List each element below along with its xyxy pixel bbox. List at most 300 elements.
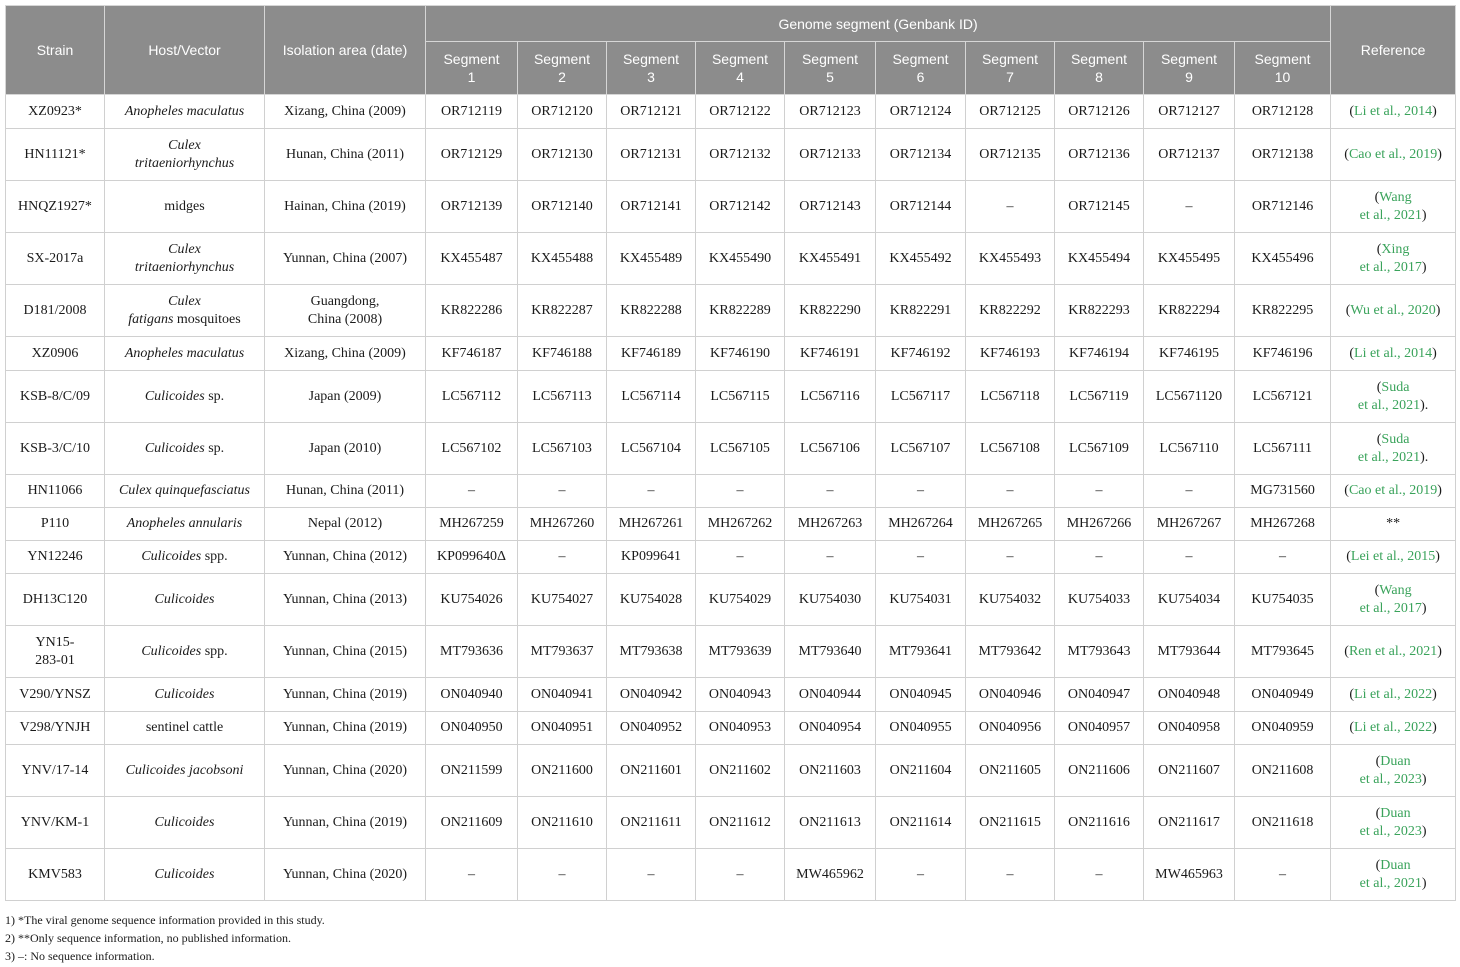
cell-segment-3: OR712141 [607, 181, 696, 233]
header-segment-9 [1144, 42, 1235, 95]
cell-host [105, 181, 265, 233]
cell-host [105, 423, 265, 475]
text-line: Culicoides [154, 686, 215, 702]
cell-segment-8: OR712126 [1055, 95, 1144, 129]
cell-segment-8: MH267266 [1055, 508, 1144, 541]
cell-segment-9: – [1144, 475, 1235, 508]
cell-segment-5: ON211603 [785, 745, 876, 797]
cell-segment-7: KR822292 [966, 285, 1055, 337]
text-line: Culicoides [141, 549, 202, 564]
reference-link[interactable]: Wu et al., 2020 [1350, 302, 1436, 318]
cell-segment-5: KR822290 [785, 285, 876, 337]
cell-segment-10: – [1235, 849, 1331, 901]
text-line: Yunnan, China (2019) [282, 686, 408, 702]
cell-segment-2: – [518, 849, 607, 901]
cell-segment-2: KF746188 [518, 337, 607, 371]
cell-segment-8: OR712145 [1055, 181, 1144, 233]
text-line: XZ0906 [31, 345, 79, 361]
cell-host [105, 849, 265, 901]
cell-segment-6: KR822291 [876, 285, 966, 337]
cell-segment-1: ON040940 [426, 678, 518, 712]
cell-strain [6, 508, 105, 541]
cell-strain [6, 574, 105, 626]
cell-segment-4: ON040953 [696, 712, 785, 745]
cell-segment-6: – [876, 541, 966, 574]
text-line: V298/YNJH [19, 720, 91, 735]
cell-host [105, 129, 265, 181]
text-line: Yunnan, China (2015) [282, 643, 408, 659]
reference-link[interactable]: et al., 2023 [1359, 771, 1422, 787]
header-reference: Reference [1331, 6, 1456, 95]
cell-segment-7: ON040946 [966, 678, 1055, 712]
cell-area [265, 745, 426, 797]
cell-segment-7: LC567108 [966, 423, 1055, 475]
text-line: Culex [168, 293, 201, 309]
text-line: Hainan, China (2019) [284, 198, 406, 214]
text-line: 4 [736, 69, 744, 85]
cell-segment-3: ON040952 [607, 712, 696, 745]
cell-segment-10: KU754035 [1235, 574, 1331, 626]
cell-strain [6, 371, 105, 423]
cell-segment-1: LC567112 [426, 371, 518, 423]
cell-segment-2: KR822287 [518, 285, 607, 337]
text-line: 8 [1095, 69, 1103, 85]
cell-segment-7: – [966, 849, 1055, 901]
cell-strain [6, 475, 105, 508]
cell-segment-1: OR712119 [426, 95, 518, 129]
cell-segment-6: MT793641 [876, 626, 966, 678]
cell-area [265, 181, 426, 233]
text-line: Yunnan, China (2019) [282, 720, 408, 735]
text-line: Hunan, China (2011) [285, 483, 405, 498]
cell-strain [6, 337, 105, 371]
text-line: Japan (2010) [308, 440, 382, 456]
host-suffix: spp. [201, 549, 228, 564]
table-row [6, 95, 1456, 129]
text-line: Culicoides [144, 440, 205, 456]
text-line: KSB-8/C/09 [19, 388, 90, 404]
header-segment-10 [1235, 42, 1331, 95]
reference-link[interactable]: Li et al., 2022 [1354, 720, 1433, 735]
text-line: tritaeniorhynchus [134, 155, 235, 171]
cell-host [105, 745, 265, 797]
reference-link[interactable]: Duan [1380, 805, 1411, 821]
text-line: XZ0923* [28, 103, 82, 119]
cell-segment-1: MH267259 [426, 508, 518, 541]
reference-link[interactable]: et al., 2021 [1359, 875, 1422, 891]
cell-reference [1331, 508, 1456, 541]
cell-segment-2: OR712130 [518, 129, 607, 181]
cell-segment-4: – [696, 849, 785, 901]
cell-segment-8: – [1055, 541, 1144, 574]
cell-segment-9: MH267267 [1144, 508, 1235, 541]
cell-segment-7: LC567118 [966, 371, 1055, 423]
cell-segment-5: KU754030 [785, 574, 876, 626]
cell-segment-10: KX455496 [1235, 233, 1331, 285]
cell-segment-2: KX455488 [518, 233, 607, 285]
reference-link[interactable]: et al., 2021 [1357, 449, 1421, 465]
reference-link[interactable]: Wang [1379, 189, 1412, 205]
reference-link[interactable]: Cao et al., 2019 [1348, 483, 1438, 498]
cell-segment-7: – [966, 475, 1055, 508]
cell-segment-1: OR712139 [426, 181, 518, 233]
cell-host [105, 541, 265, 574]
text-line: YNV/KM-1 [20, 814, 90, 830]
cell-segment-4: ON211612 [696, 797, 785, 849]
cell-segment-2: KU754027 [518, 574, 607, 626]
text-line: midges [164, 198, 205, 214]
cell-host [105, 285, 265, 337]
host-suffix: mosquitoes [173, 311, 241, 327]
cell-segment-8: KF746194 [1055, 337, 1144, 371]
cell-segment-10: OR712128 [1235, 95, 1331, 129]
header-segment-1 [426, 42, 518, 95]
table-row [6, 745, 1456, 797]
cell-segment-2: MH267260 [518, 508, 607, 541]
reference-suffix: . [1424, 397, 1429, 413]
cell-segment-8: – [1055, 475, 1144, 508]
text-line: Culex quinquefasciatus [118, 483, 251, 498]
cell-strain [6, 181, 105, 233]
table-row [6, 475, 1456, 508]
cell-segment-9: – [1144, 181, 1235, 233]
cell-strain [6, 797, 105, 849]
header-host: Host/Vector [105, 6, 265, 95]
cell-segment-9: MW465963 [1144, 849, 1235, 901]
cell-area [265, 712, 426, 745]
text-line: Segment [711, 51, 769, 67]
cell-segment-1: KU754026 [426, 574, 518, 626]
cell-segment-1: OR712129 [426, 129, 518, 181]
cell-segment-4: KX455490 [696, 233, 785, 285]
cell-segment-2: LC567103 [518, 423, 607, 475]
table-footnotes [5, 911, 325, 965]
cell-segment-10: ON040949 [1235, 678, 1331, 712]
text-line: Culex [168, 241, 201, 257]
cell-segment-7: ON040956 [966, 712, 1055, 745]
cell-segment-2: – [518, 475, 607, 508]
cell-strain [6, 678, 105, 712]
cell-reference: (Li et al., 2014) [1331, 337, 1456, 371]
cell-segment-5: – [785, 541, 876, 574]
cell-segment-4: LC567105 [696, 423, 785, 475]
cell-segment-5: MT793640 [785, 626, 876, 678]
cell-segment-6: OR712124 [876, 95, 966, 129]
text-line: Yunnan, China (2007) [282, 250, 408, 266]
cell-segment-3: LC567114 [607, 371, 696, 423]
text-line: Anopheles maculatus [124, 103, 245, 119]
table-row [6, 541, 1456, 574]
cell-segment-5: – [785, 475, 876, 508]
text-line: HN11066 [27, 483, 83, 498]
text-line: HNQZ1927* [18, 198, 92, 214]
header-segment-4 [696, 42, 785, 95]
reference-link[interactable]: Li et al., 2022 [1354, 686, 1433, 702]
cell-segment-2: ON040941 [518, 678, 607, 712]
cell-segment-3: – [607, 475, 696, 508]
cell-area [265, 423, 426, 475]
cell-segment-1: KP099640Δ [426, 541, 518, 574]
cell-segment-9: OR712127 [1144, 95, 1235, 129]
cell-segment-8: – [1055, 849, 1144, 901]
text-line: 9 [1185, 69, 1193, 85]
cell-segment-6: MH267264 [876, 508, 966, 541]
text-line: D181/2008 [23, 302, 87, 318]
cell-area [265, 797, 426, 849]
header-segment-7 [966, 42, 1055, 95]
cell-segment-6: KU754031 [876, 574, 966, 626]
text-line: YNV/17-14 [21, 762, 89, 778]
cell-segment-8: KU754033 [1055, 574, 1144, 626]
header-genome-segment: Genome segment (Genbank ID) [426, 6, 1331, 42]
reference-mark: ** [1386, 516, 1401, 531]
cell-segment-1: – [426, 475, 518, 508]
reference-link[interactable]: Lei et al., 2015 [1350, 549, 1436, 564]
cell-segment-4: OR712122 [696, 95, 785, 129]
cell-host [105, 337, 265, 371]
reference-link[interactable]: et al., 2023 [1359, 823, 1422, 839]
table-row [6, 233, 1456, 285]
cell-segment-9: KF746195 [1144, 337, 1235, 371]
cell-segment-10: KR822295 [1235, 285, 1331, 337]
cell-segment-8: ON040957 [1055, 712, 1144, 745]
cell-segment-9: KX455495 [1144, 233, 1235, 285]
header-strain: Strain [6, 6, 105, 95]
cell-strain [6, 233, 105, 285]
text-line: 6 [916, 69, 925, 85]
cell-segment-3: ON211611 [607, 797, 696, 849]
reference-link[interactable]: Xing [1381, 241, 1410, 257]
cell-segment-9: – [1144, 541, 1235, 574]
text-line: Nepal (2012) [307, 516, 383, 531]
table-row [6, 678, 1456, 712]
text-line: HN11121* [24, 146, 86, 162]
text-line: Hunan, China (2011) [285, 146, 405, 162]
text-line: Culicoides [154, 814, 215, 830]
cell-segment-6: OR712134 [876, 129, 966, 181]
cell-segment-4: MH267262 [696, 508, 785, 541]
cell-segment-4: – [696, 475, 785, 508]
text-line: Culicoides [154, 866, 215, 882]
cell-segment-1: ON040950 [426, 712, 518, 745]
header-row-top [6, 6, 1456, 42]
text-line: SX-2017a [26, 250, 84, 266]
text-line: Culicoides [154, 591, 215, 607]
text-line: 2 [558, 69, 566, 85]
cell-strain [6, 285, 105, 337]
table-row [6, 712, 1456, 745]
cell-segment-3: ON211601 [607, 745, 696, 797]
cell-reference: (Cao et al., 2019) [1331, 129, 1456, 181]
text-line: Culicoides jacobsoni [125, 762, 244, 778]
text-line: Segment [443, 51, 500, 67]
cell-host [105, 678, 265, 712]
cell-segment-2: OR712120 [518, 95, 607, 129]
cell-area [265, 475, 426, 508]
text-line: YN15- [35, 634, 75, 650]
text-line: Xizang, China (2009) [284, 345, 406, 361]
reference-link[interactable]: et al., 2021 [1359, 207, 1422, 223]
cell-segment-2: MT793637 [518, 626, 607, 678]
cell-segment-8: LC567119 [1055, 371, 1144, 423]
text-line: Yunnan, China (2019) [282, 814, 408, 830]
cell-segment-7: MT793642 [966, 626, 1055, 678]
cell-segment-8: KR822293 [1055, 285, 1144, 337]
cell-segment-2: OR712140 [518, 181, 607, 233]
cell-segment-2: LC567113 [518, 371, 607, 423]
cell-segment-1: ON211599 [426, 745, 518, 797]
text-line: Yunnan, China (2013) [282, 591, 408, 607]
text-line: V290/YNSZ [19, 686, 91, 702]
cell-area [265, 285, 426, 337]
cell-reference: (Xing et al., 2017) [1331, 233, 1456, 285]
table-row [6, 285, 1456, 337]
cell-area [265, 95, 426, 129]
text-line: Segment [1254, 51, 1311, 67]
footnote-3: 3) –: No sequence information. [5, 949, 155, 963]
cell-area [265, 574, 426, 626]
cell-strain [6, 95, 105, 129]
cell-segment-8: KX455494 [1055, 233, 1144, 285]
cell-segment-3: MH267261 [607, 508, 696, 541]
cell-segment-5: ON211613 [785, 797, 876, 849]
cell-host [105, 574, 265, 626]
cell-area [265, 129, 426, 181]
cell-reference: (Ren et al., 2021) [1331, 626, 1456, 678]
cell-strain [6, 626, 105, 678]
header-segment-8 [1055, 42, 1144, 95]
header-segment-3 [607, 42, 696, 95]
reference-link[interactable]: Suda [1381, 379, 1410, 395]
cell-reference: (Li et al., 2022) [1331, 678, 1456, 712]
cell-reference: (Wang et al., 2021) [1331, 181, 1456, 233]
cell-segment-10: LC567111 [1235, 423, 1331, 475]
reference-link[interactable]: Ren et al., 2021 [1348, 643, 1438, 659]
cell-area [265, 233, 426, 285]
cell-segment-4: KF746190 [696, 337, 785, 371]
cell-segment-1: KR822286 [426, 285, 518, 337]
table-row [6, 574, 1456, 626]
text-line: 3 [647, 69, 655, 85]
cell-segment-1: KX455487 [426, 233, 518, 285]
cell-host [105, 233, 265, 285]
cell-segment-5: MH267263 [785, 508, 876, 541]
text-line: Japan (2009) [308, 388, 382, 404]
cell-segment-6: LC567117 [876, 371, 966, 423]
cell-host [105, 508, 265, 541]
cell-area [265, 508, 426, 541]
reference-link[interactable]: Duan [1380, 753, 1411, 769]
reference-link[interactable]: et al., 2017 [1359, 259, 1422, 275]
cell-reference: (Li et al., 2014) [1331, 95, 1456, 129]
cell-host [105, 475, 265, 508]
cell-segment-3: OR712121 [607, 95, 696, 129]
cell-segment-10: MH267268 [1235, 508, 1331, 541]
text-line: tritaeniorhynchus [134, 259, 235, 275]
cell-reference: (Duan et al., 2023) [1331, 745, 1456, 797]
cell-segment-10: – [1235, 541, 1331, 574]
cell-segment-10: ON040959 [1235, 712, 1331, 745]
text-line: Anopheles annularis [126, 516, 243, 531]
text-line: Segment [801, 51, 859, 67]
cell-reference: (Suda et al., 2021). [1331, 371, 1456, 423]
text-line: Anopheles maculatus [124, 345, 245, 361]
cell-segment-10: OR712146 [1235, 181, 1331, 233]
cell-host [105, 797, 265, 849]
cell-segment-5: MW465962 [785, 849, 876, 901]
reference-link[interactable]: Wang [1379, 582, 1412, 598]
cell-segment-9: ON040958 [1144, 712, 1235, 745]
cell-segment-10: MG731560 [1235, 475, 1331, 508]
reference-link[interactable]: Li et al., 2014 [1354, 103, 1433, 119]
cell-segment-6: ON040955 [876, 712, 966, 745]
cell-strain [6, 712, 105, 745]
cell-segment-5: ON040954 [785, 712, 876, 745]
cell-segment-8: ON040947 [1055, 678, 1144, 712]
table-row [6, 797, 1456, 849]
cell-segment-4: OR712142 [696, 181, 785, 233]
text-line: Yunnan, China (2020) [282, 866, 408, 882]
text-line: Segment [1160, 51, 1218, 67]
cell-strain [6, 423, 105, 475]
cell-strain [6, 129, 105, 181]
cell-segment-7: ON211605 [966, 745, 1055, 797]
reference-link[interactable]: Cao et al., 2019 [1348, 146, 1438, 162]
text-line: Xizang, China (2009) [284, 103, 406, 119]
text-line: sentinel cattle [145, 720, 224, 735]
cell-host [105, 626, 265, 678]
cell-host [105, 95, 265, 129]
reference-link[interactable]: et al., 2021 [1357, 397, 1421, 413]
reference-link[interactable]: Duan [1380, 857, 1411, 873]
table-body [6, 95, 1456, 901]
cell-segment-10: MT793645 [1235, 626, 1331, 678]
text-line: Culicoides [144, 388, 205, 404]
reference-link[interactable]: Suda [1381, 431, 1410, 447]
cell-segment-5: KX455491 [785, 233, 876, 285]
cell-segment-5: ON040944 [785, 678, 876, 712]
cell-segment-3: KR822288 [607, 285, 696, 337]
reference-link[interactable]: Li et al., 2014 [1354, 345, 1433, 361]
cell-segment-4: KR822289 [696, 285, 785, 337]
host-suffix: spp. [201, 643, 228, 659]
reference-link[interactable]: et al., 2017 [1359, 600, 1422, 616]
cell-segment-5: OR712143 [785, 181, 876, 233]
cell-segment-1: KF746187 [426, 337, 518, 371]
cell-segment-6: ON040945 [876, 678, 966, 712]
cell-segment-2: – [518, 541, 607, 574]
cell-segment-5: OR712123 [785, 95, 876, 129]
cell-segment-4: – [696, 541, 785, 574]
cell-segment-9: LC567110 [1144, 423, 1235, 475]
cell-segment-3: KX455489 [607, 233, 696, 285]
cell-segment-3: – [607, 849, 696, 901]
cell-reference: (Wu et al., 2020) [1331, 285, 1456, 337]
cell-segment-3: KP099641 [607, 541, 696, 574]
cell-segment-3: OR712131 [607, 129, 696, 181]
text-line: Culicoides [141, 643, 202, 659]
cell-segment-10: LC567121 [1235, 371, 1331, 423]
cell-segment-2: ON211610 [518, 797, 607, 849]
table-row [6, 371, 1456, 423]
text-line: Guangdong, [310, 293, 380, 309]
cell-segment-9: MT793644 [1144, 626, 1235, 678]
cell-strain [6, 849, 105, 901]
text-line: Segment [981, 51, 1039, 67]
table-row [6, 849, 1456, 901]
text-line: Segment [622, 51, 680, 67]
cell-segment-6: – [876, 849, 966, 901]
